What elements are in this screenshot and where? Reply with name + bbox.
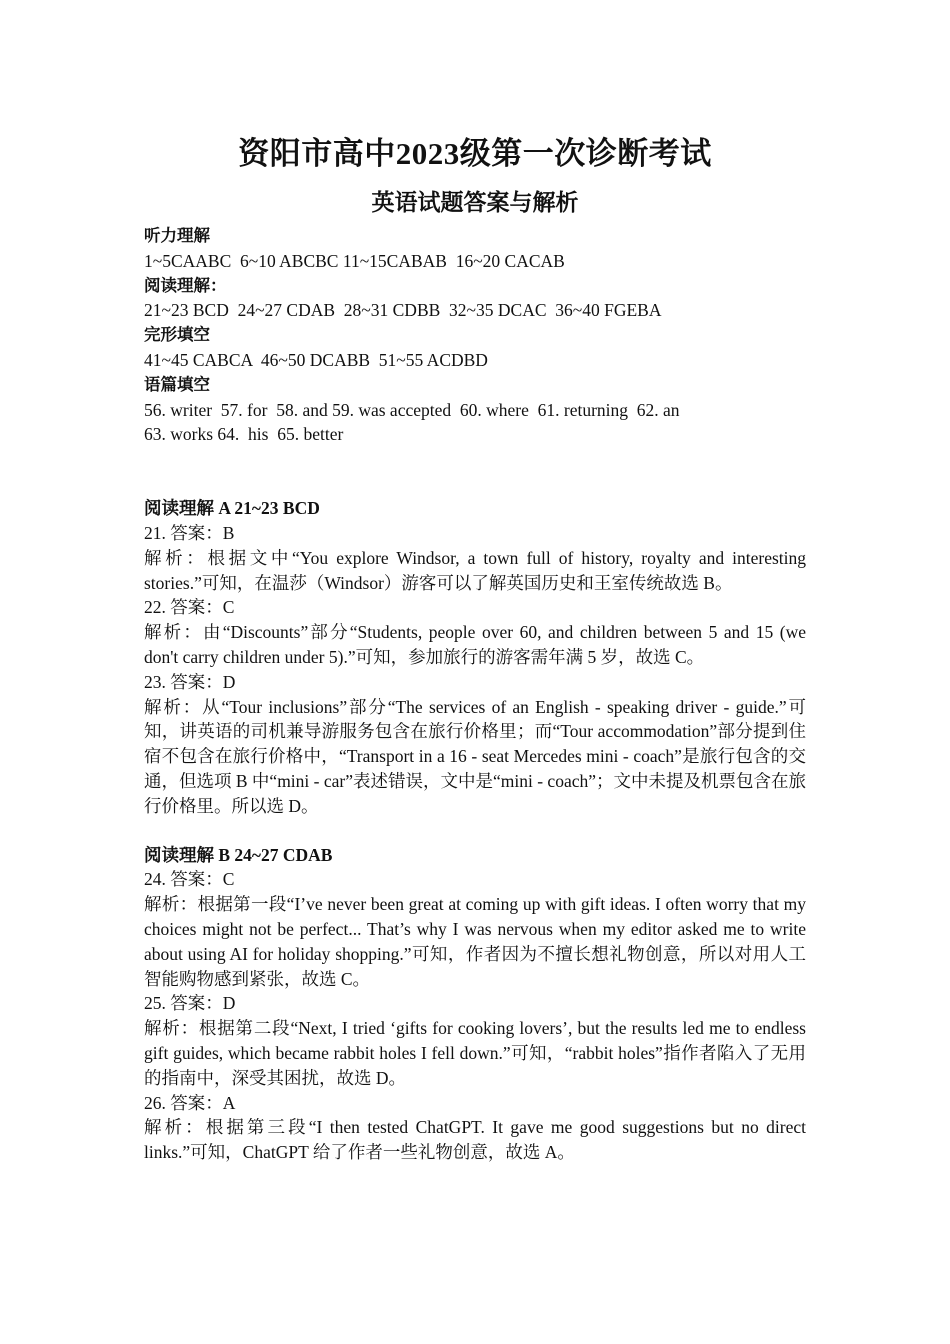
- grammar-answers-line-2: 63. works 64. his 65. better: [144, 424, 344, 445]
- cloze-answers: 41~45 CABCA 46~50 DCABB 51~55 ACDBD: [144, 349, 488, 370]
- q24-answer: 24. 答案：C: [144, 869, 235, 890]
- grammar-answers-line-1: 56. writer 57. for 58. and 59. was accepted 60. where 61. returning 62. an: [144, 399, 680, 420]
- section-a-heading: 阅读理解 A 21~23 BCD: [144, 498, 320, 519]
- reading-answers: 21~23 BCD 24~27 CDAB 28~31 CDBB 32~35 DCAC 36~40 FGEBA: [144, 300, 662, 321]
- q22-answer: 22. 答案：C: [144, 597, 235, 618]
- q23-analysis: 解析：从“Tour inclusions”部分“The services of an English - speaking driver - guide.”可知，讲英语的司机兼导游服务包含在旅行价格里；而“Tour accommodation”部分提到住宿不包含在旅行价格中，“Transport in a 16 - seat Mercedes mini - coach”是旅行包含的交通，但选项 B 中“mini - car”表述错误，文中是“mini - coach”；文中未提及机票包含在旅行价格里。所以选 D。: [144, 696, 806, 816]
- listening-heading: 听力理解: [144, 226, 210, 245]
- grammar-heading: 语篇填空: [144, 374, 210, 394]
- q25-analysis: 解析：根据第二段“Next, I tried ‘gifts for cooking lovers’, but the results led me to endless gift guides, which became rabbit holes I fell down.”可知，“rabbit holes”指作者陷入了无用的指南中，深受其困扰，故选 D。: [144, 1018, 806, 1088]
- document-title: 资阳市高中2023级第一次诊断考试: [238, 136, 712, 171]
- q26-answer: 26. 答案：A: [144, 1092, 236, 1113]
- listening-answers: 1~5CAABC 6~10 ABCBC 11~15CABAB 16~20 CACAB: [144, 250, 565, 271]
- q23-answer: 23. 答案：D: [144, 671, 236, 692]
- spacer: [144, 447, 806, 496]
- q25-answer: 25. 答案：D: [144, 993, 236, 1014]
- q21-answer: 21. 答案：B: [144, 522, 235, 543]
- spacer: [144, 819, 806, 843]
- q21-analysis: 解析：根据文中“You explore Windsor, a town full of history, royalty and interesting stories.”可知，在温莎（Windsor）游客可以了解英国历史和王室传统故选 B。: [144, 547, 806, 593]
- q22-analysis: 解析：由“Discounts”部分“Students, people over 60, and children between 5 and 15 (we don't carry children under 5).”可知，参加旅行的游客需年满 5 岁，故选 C。: [144, 622, 806, 667]
- q26-analysis: 解析：根据第三段“I then tested ChatGPT. It gave me good suggestions but no direct links.”可知，ChatGPT 给了作者一些礼物创意，故选 A。: [144, 1117, 806, 1163]
- section-b-heading: 阅读理解 B 24~27 CDAB: [144, 844, 333, 865]
- cloze-heading: 完形填空: [144, 325, 210, 345]
- reading-heading: 阅读理解：: [144, 275, 227, 295]
- document-subtitle: 英语试题答案与解析: [371, 190, 579, 215]
- document-body: [144, 224, 806, 1165]
- q24-analysis: 解析：根据第一段“I’ve never been great at coming up with gift ideas. I often worry that my choices might not be perfect... That’s why I was nervous when my editor asked me to write about using AI for holiday shopping.”可知，作者因为不擅长想礼物创意，所以对用人工智能购物感到紧张，故选 C。: [144, 894, 806, 989]
